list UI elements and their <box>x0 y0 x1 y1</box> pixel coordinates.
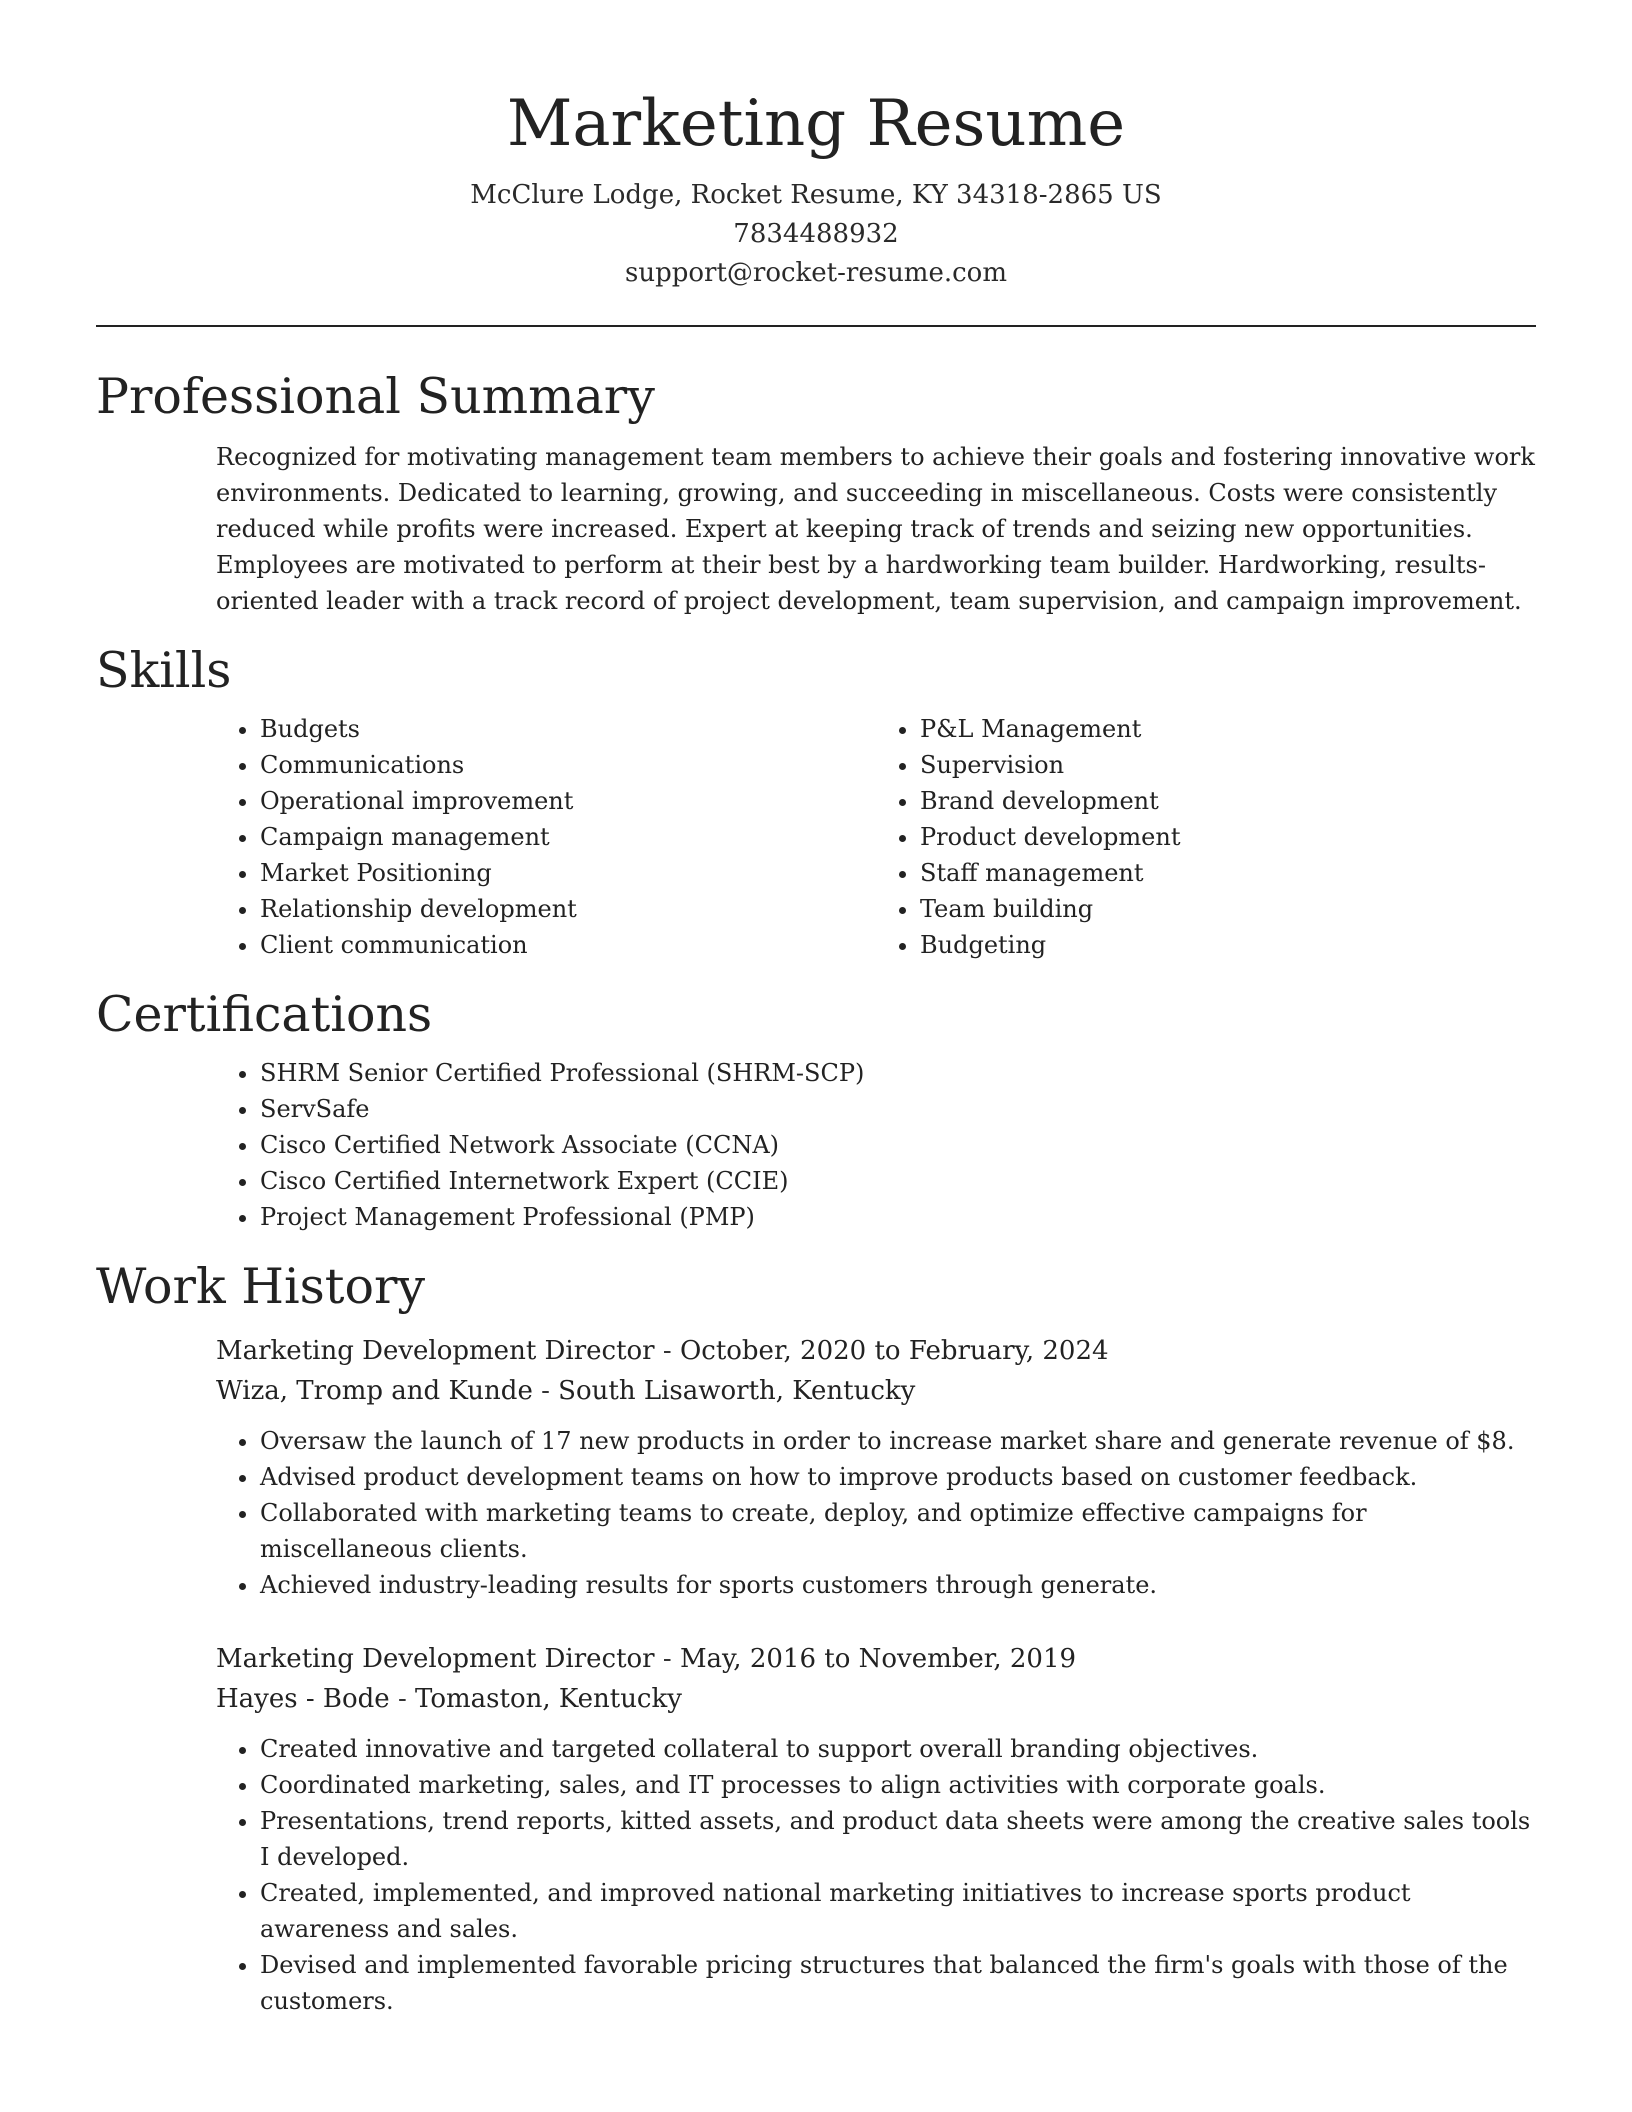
email-address: support@rocket-resume.com <box>624 258 1007 288</box>
job-bullets <box>216 1731 1536 2019</box>
job-bullet: • Created innovative and targeted collateral to support overall branding objectives. <box>260 1731 1536 1767</box>
skills-list-right <box>876 711 1536 963</box>
job-role: Marketing Development Director <box>216 1336 655 1366</box>
separator: - <box>654 1644 680 1674</box>
section-title-work-history: Work History <box>96 1258 426 1315</box>
separator: - <box>389 1684 416 1714</box>
skill-item: • Market Positioning <box>260 855 876 891</box>
phone-number: 7834488932 <box>733 219 899 249</box>
skill-item: • Relationship development <box>260 891 876 927</box>
professional-summary-section <box>96 367 1536 619</box>
resume-header <box>96 0 1536 293</box>
skill-item: • Operational improvement <box>260 783 876 819</box>
address: McClure Lodge, Rocket Resume, KY 34318-2865 US <box>470 180 1162 210</box>
section-title-certifications: Certifications <box>96 986 433 1043</box>
job-role: Marketing Development Director <box>216 1644 655 1674</box>
skills-section <box>96 641 1536 963</box>
job-bullet: • Achieved industry-leading results for sports customers through generate. <box>260 1567 1536 1603</box>
job-entry <box>216 1639 1536 2019</box>
certification-item: • ServSafe <box>260 1091 1536 1127</box>
skill-item: • Client communication <box>260 927 876 963</box>
skill-item: • Supervision <box>920 747 1536 783</box>
job-bullet: • Oversaw the launch of 17 new products in order to increase market share and generate revenue of $8. <box>260 1423 1536 1459</box>
job-bullets <box>216 1423 1536 1603</box>
skill-item: • Brand development <box>920 783 1536 819</box>
skill-item: • Product development <box>920 819 1536 855</box>
certification-item: • Cisco Certified Network Associate (CCNA) <box>260 1127 1536 1163</box>
contact-info <box>96 176 1536 293</box>
job-bullet: • Presentations, trend reports, kitted assets, and product data sheets were among the creative sales tools I developed. <box>260 1803 1536 1875</box>
job-entry <box>216 1331 1536 1603</box>
job-company-line <box>216 1371 1536 1411</box>
skill-item: • Campaign management <box>260 819 876 855</box>
header-divider <box>96 325 1536 327</box>
job-dates: May, 2016 to November, 2019 <box>679 1644 1077 1674</box>
separator: - <box>532 1376 559 1406</box>
job-bullet: • Advised product development teams on how to improve products based on customer feedback. <box>260 1459 1536 1495</box>
skill-item: • Staff management <box>920 855 1536 891</box>
job-company-line <box>216 1679 1536 1719</box>
skill-item: • P&L Management <box>920 711 1536 747</box>
resume-title: Marketing Resume <box>506 87 1126 161</box>
certification-item: • SHRM Senior Certified Professional (SHRM-SCP) <box>260 1055 1536 1091</box>
work-history-section <box>96 1257 1536 2019</box>
job-dates: October, 2020 to February, 2024 <box>679 1336 1109 1366</box>
job-title-line <box>216 1639 1536 1679</box>
job-bullet: • Created, implemented, and improved national marketing initiatives to increase sports product awareness and sales. <box>260 1875 1536 1947</box>
certifications-list <box>216 1055 1536 1235</box>
skill-item: • Team building <box>920 891 1536 927</box>
job-company: Wiza, Tromp and Kunde <box>216 1376 533 1406</box>
job-title-line <box>216 1331 1536 1371</box>
job-location: Tomaston, Kentucky <box>415 1684 682 1714</box>
section-title-summary: Professional Summary <box>96 368 655 425</box>
separator: - <box>654 1336 680 1366</box>
skill-item: • Communications <box>260 747 876 783</box>
skills-list-left <box>216 711 876 963</box>
job-bullet: • Coordinated marketing, sales, and IT processes to align activities with corporate goals. <box>260 1767 1536 1803</box>
skill-item: • Budgets <box>260 711 876 747</box>
skill-item: • Budgeting <box>920 927 1536 963</box>
summary-text: Recognized for motivating management team members to achieve their goals and fostering innovative work environments. Dedicated to learning, growing, and succeeding in miscellaneous. Costs were consistently reduced while profits were increased. Expert at keeping track of trends and seizing new opportunities. Employees are motivated to perform at their best by a hardworking team builder. Hardworking, results-oriented leader with a track record of project development, team supervision, and campaign improvement. <box>216 443 1535 615</box>
certification-item: • Project Management Professional (PMP) <box>260 1199 1536 1235</box>
certifications-section <box>96 985 1536 1235</box>
certification-item: • Cisco Certified Internetwork Expert (CCIE) <box>260 1163 1536 1199</box>
job-bullet: • Devised and implemented favorable pricing structures that balanced the firm's goals with those of the customers. <box>260 1947 1536 2019</box>
job-location: South Lisaworth, Kentucky <box>558 1376 916 1406</box>
job-bullet: • Collaborated with marketing teams to create, deploy, and optimize effective campaigns for miscellaneous clients. <box>260 1495 1536 1567</box>
section-title-skills: Skills <box>96 642 232 699</box>
job-company: Hayes - Bode <box>216 1684 390 1714</box>
